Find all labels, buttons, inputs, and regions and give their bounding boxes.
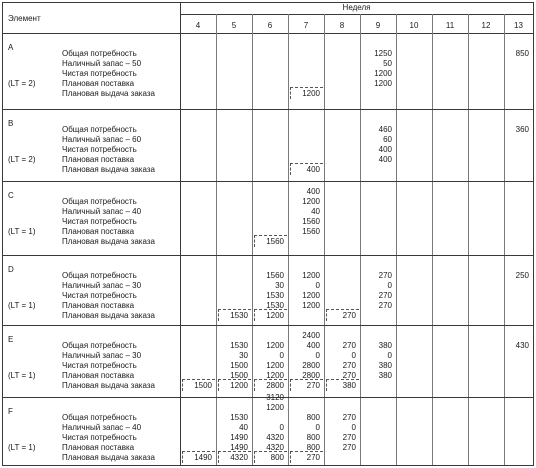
table-border-left xyxy=(2,2,3,465)
cell-value: 400 xyxy=(306,165,320,174)
cell-value: 400 xyxy=(378,145,392,154)
element-header: Элемент xyxy=(8,14,41,23)
cell-value: 270 xyxy=(342,433,356,442)
order-release-bracket xyxy=(254,235,287,247)
row-label: Наличный запас – 50 xyxy=(62,59,142,68)
cell-value: 1500 xyxy=(230,361,248,370)
row-label: Наличный запас – 40 xyxy=(62,423,142,432)
cell-value: 1200 xyxy=(230,381,248,390)
block-separator xyxy=(2,109,533,110)
order-release-bracket xyxy=(218,379,251,391)
lead-time-label: (LT = 2) xyxy=(8,155,36,164)
table-border-right xyxy=(533,2,534,466)
element-name: C xyxy=(8,191,14,200)
row-label: Общая потребность xyxy=(62,271,137,280)
cell-value: 60 xyxy=(383,135,392,144)
order-release-bracket xyxy=(218,451,251,463)
cell-value: 1490 xyxy=(230,443,248,452)
order-release-bracket xyxy=(254,451,287,463)
cell-value: 460 xyxy=(378,125,392,134)
header-bottom-line xyxy=(2,33,533,34)
row-label: Наличный запас – 30 xyxy=(62,281,142,290)
table-border-bottom xyxy=(2,465,533,466)
cell-value: 430 xyxy=(515,341,529,350)
element-name: E xyxy=(8,335,14,344)
row-label: Общая потребность xyxy=(62,413,137,422)
cell-value: 0 xyxy=(387,281,392,290)
block-separator xyxy=(2,325,533,326)
cell-value: 40 xyxy=(311,207,320,216)
row-label: Наличный запас – 60 xyxy=(62,135,142,144)
week-number-11: 11 xyxy=(445,21,455,30)
cell-value: 400 xyxy=(378,155,392,164)
cell-value: 1200 xyxy=(302,271,320,280)
header-divider xyxy=(180,14,533,15)
cell-value: 270 xyxy=(378,301,392,310)
cell-value: 1500 xyxy=(194,381,212,390)
row-label: Наличный запас – 30 xyxy=(62,351,142,360)
cell-value: 40 xyxy=(239,423,248,432)
cell-value: 1530 xyxy=(230,413,248,422)
cell-value: 270 xyxy=(342,413,356,422)
row-label: Плановая поставка xyxy=(62,227,135,236)
cell-value: 1530 xyxy=(230,311,248,320)
row-label: Общая потребность xyxy=(62,197,137,206)
cell-value: 1200 xyxy=(302,291,320,300)
cell-value: 0 xyxy=(315,281,320,290)
row-label: Чистая потребность xyxy=(62,291,137,300)
week-number-8: 8 xyxy=(339,21,345,30)
block-separator xyxy=(2,255,533,256)
row-label: Общая потребность xyxy=(62,49,137,58)
order-release-bracket xyxy=(290,451,323,463)
order-release-bracket xyxy=(290,163,323,175)
order-release-bracket xyxy=(182,379,215,391)
row-label: Плановая поставка xyxy=(62,155,135,164)
lead-time-label: (LT = 1) xyxy=(8,443,36,452)
cell-value: 380 xyxy=(378,371,392,380)
cell-value: 400 xyxy=(306,341,320,350)
cell-value: 270 xyxy=(342,311,356,320)
cell-value: 2400 xyxy=(302,331,320,340)
cell-value: 1200 xyxy=(302,89,320,98)
element-name: D xyxy=(8,265,14,274)
cell-value: 30 xyxy=(275,281,284,290)
cell-value: 1200 xyxy=(266,371,284,380)
cell-value: 1200 xyxy=(302,197,320,206)
cell-value: 50 xyxy=(383,59,392,68)
element-column-divider xyxy=(180,2,181,465)
week-number-6: 6 xyxy=(267,21,273,30)
row-label: Чистая потребность xyxy=(62,433,137,442)
cell-value: 250 xyxy=(515,271,529,280)
cell-value: 0 xyxy=(279,351,284,360)
cell-value: 380 xyxy=(378,361,392,370)
cell-value: 1530 xyxy=(266,291,284,300)
cell-value: 1560 xyxy=(266,271,284,280)
cell-value: 1560 xyxy=(302,217,320,226)
order-release-bracket xyxy=(326,309,359,321)
cell-value: 1560 xyxy=(302,227,320,236)
lead-time-label: (LT = 1) xyxy=(8,227,36,236)
cell-value: 1530 xyxy=(266,301,284,310)
row-label: Общая потребность xyxy=(62,125,137,134)
cell-value: 270 xyxy=(378,271,392,280)
cell-value: 1490 xyxy=(230,433,248,442)
cell-value: 270 xyxy=(378,291,392,300)
row-label: Чистая потребность xyxy=(62,361,137,370)
cell-value: 360 xyxy=(515,125,529,134)
row-label: Наличный запас – 40 xyxy=(62,207,142,216)
lead-time-label: (LT = 2) xyxy=(8,79,36,88)
week-header: Неделя xyxy=(342,3,371,12)
row-label: Плановая выдача заказа xyxy=(62,165,155,174)
cell-value: 270 xyxy=(342,371,356,380)
cell-value: 800 xyxy=(306,433,320,442)
element-name: F xyxy=(8,407,13,416)
cell-value: 0 xyxy=(351,351,356,360)
cell-value: 270 xyxy=(306,381,320,390)
cell-value: 270 xyxy=(342,443,356,452)
cell-value: 270 xyxy=(342,361,356,370)
row-label: Чистая потребность xyxy=(62,69,137,78)
week-number-12: 12 xyxy=(481,21,491,30)
cell-value: 1490 xyxy=(194,453,212,462)
row-label: Плановая поставка xyxy=(62,301,135,310)
row-label: Плановая поставка xyxy=(62,371,135,380)
order-release-bracket xyxy=(218,309,251,321)
lead-time-label: (LT = 1) xyxy=(8,301,36,310)
cell-value: 800 xyxy=(270,453,284,462)
block-separator xyxy=(2,181,533,182)
cell-value: 0 xyxy=(279,423,284,432)
cell-value: 0 xyxy=(315,423,320,432)
week-number-9: 9 xyxy=(375,21,381,30)
row-label: Плановая выдача заказа xyxy=(62,453,155,462)
cell-value: 3120 xyxy=(266,393,284,402)
row-label: Плановая поставка xyxy=(62,79,135,88)
order-release-bracket xyxy=(290,87,323,99)
week-number-13: 13 xyxy=(514,21,523,30)
element-name: B xyxy=(8,119,14,128)
cell-value: 1500 xyxy=(230,371,248,380)
cell-value: 2800 xyxy=(266,381,284,390)
cell-value: 1560 xyxy=(266,237,284,246)
cell-value: 380 xyxy=(342,381,356,390)
cell-value: 1200 xyxy=(374,79,392,88)
cell-value: 400 xyxy=(306,187,320,196)
cell-value: 800 xyxy=(306,413,320,422)
week-number-10: 10 xyxy=(409,21,419,30)
cell-value: 850 xyxy=(515,49,529,58)
order-release-bracket xyxy=(254,309,287,321)
cell-value: 270 xyxy=(342,341,356,350)
cell-value: 1200 xyxy=(266,361,284,370)
lead-time-label: (LT = 1) xyxy=(8,371,36,380)
row-label: Плановая выдача заказа xyxy=(62,381,155,390)
cell-value: 800 xyxy=(306,443,320,452)
cell-value: 1200 xyxy=(266,341,284,350)
cell-value: 0 xyxy=(387,351,392,360)
cell-value: 0 xyxy=(315,351,320,360)
row-label: Чистая потребность xyxy=(62,145,137,154)
cell-value: 380 xyxy=(378,341,392,350)
cell-value: 0 xyxy=(351,423,356,432)
row-label: Плановая поставка xyxy=(62,443,135,452)
row-label: Плановая выдача заказа xyxy=(62,89,155,98)
cell-value: 1530 xyxy=(230,341,248,350)
cell-value: 4320 xyxy=(266,433,284,442)
cell-value: 4320 xyxy=(230,453,248,462)
cell-value: 2800 xyxy=(302,361,320,370)
order-release-bracket xyxy=(254,379,287,391)
cell-value: 1250 xyxy=(374,49,392,58)
cell-value: 1200 xyxy=(302,301,320,310)
order-release-bracket xyxy=(182,451,215,463)
element-name: A xyxy=(8,43,14,52)
cell-value: 30 xyxy=(239,351,248,360)
cell-value: 270 xyxy=(306,453,320,462)
cell-value: 1200 xyxy=(266,311,284,320)
week-number-7: 7 xyxy=(303,21,309,30)
row-label: Общая потребность xyxy=(62,341,137,350)
week-number-5: 5 xyxy=(231,21,237,30)
cell-value: 2800 xyxy=(302,371,320,380)
cell-value: 1200 xyxy=(374,69,392,78)
order-release-bracket xyxy=(326,379,359,391)
row-label: Плановая выдача заказа xyxy=(62,311,155,320)
row-label: Плановая выдача заказа xyxy=(62,237,155,246)
order-release-bracket xyxy=(290,379,323,391)
week-number-4: 4 xyxy=(195,21,201,30)
row-label: Чистая потребность xyxy=(62,217,137,226)
cell-value: 4320 xyxy=(266,443,284,452)
cell-value: 1200 xyxy=(266,403,284,412)
